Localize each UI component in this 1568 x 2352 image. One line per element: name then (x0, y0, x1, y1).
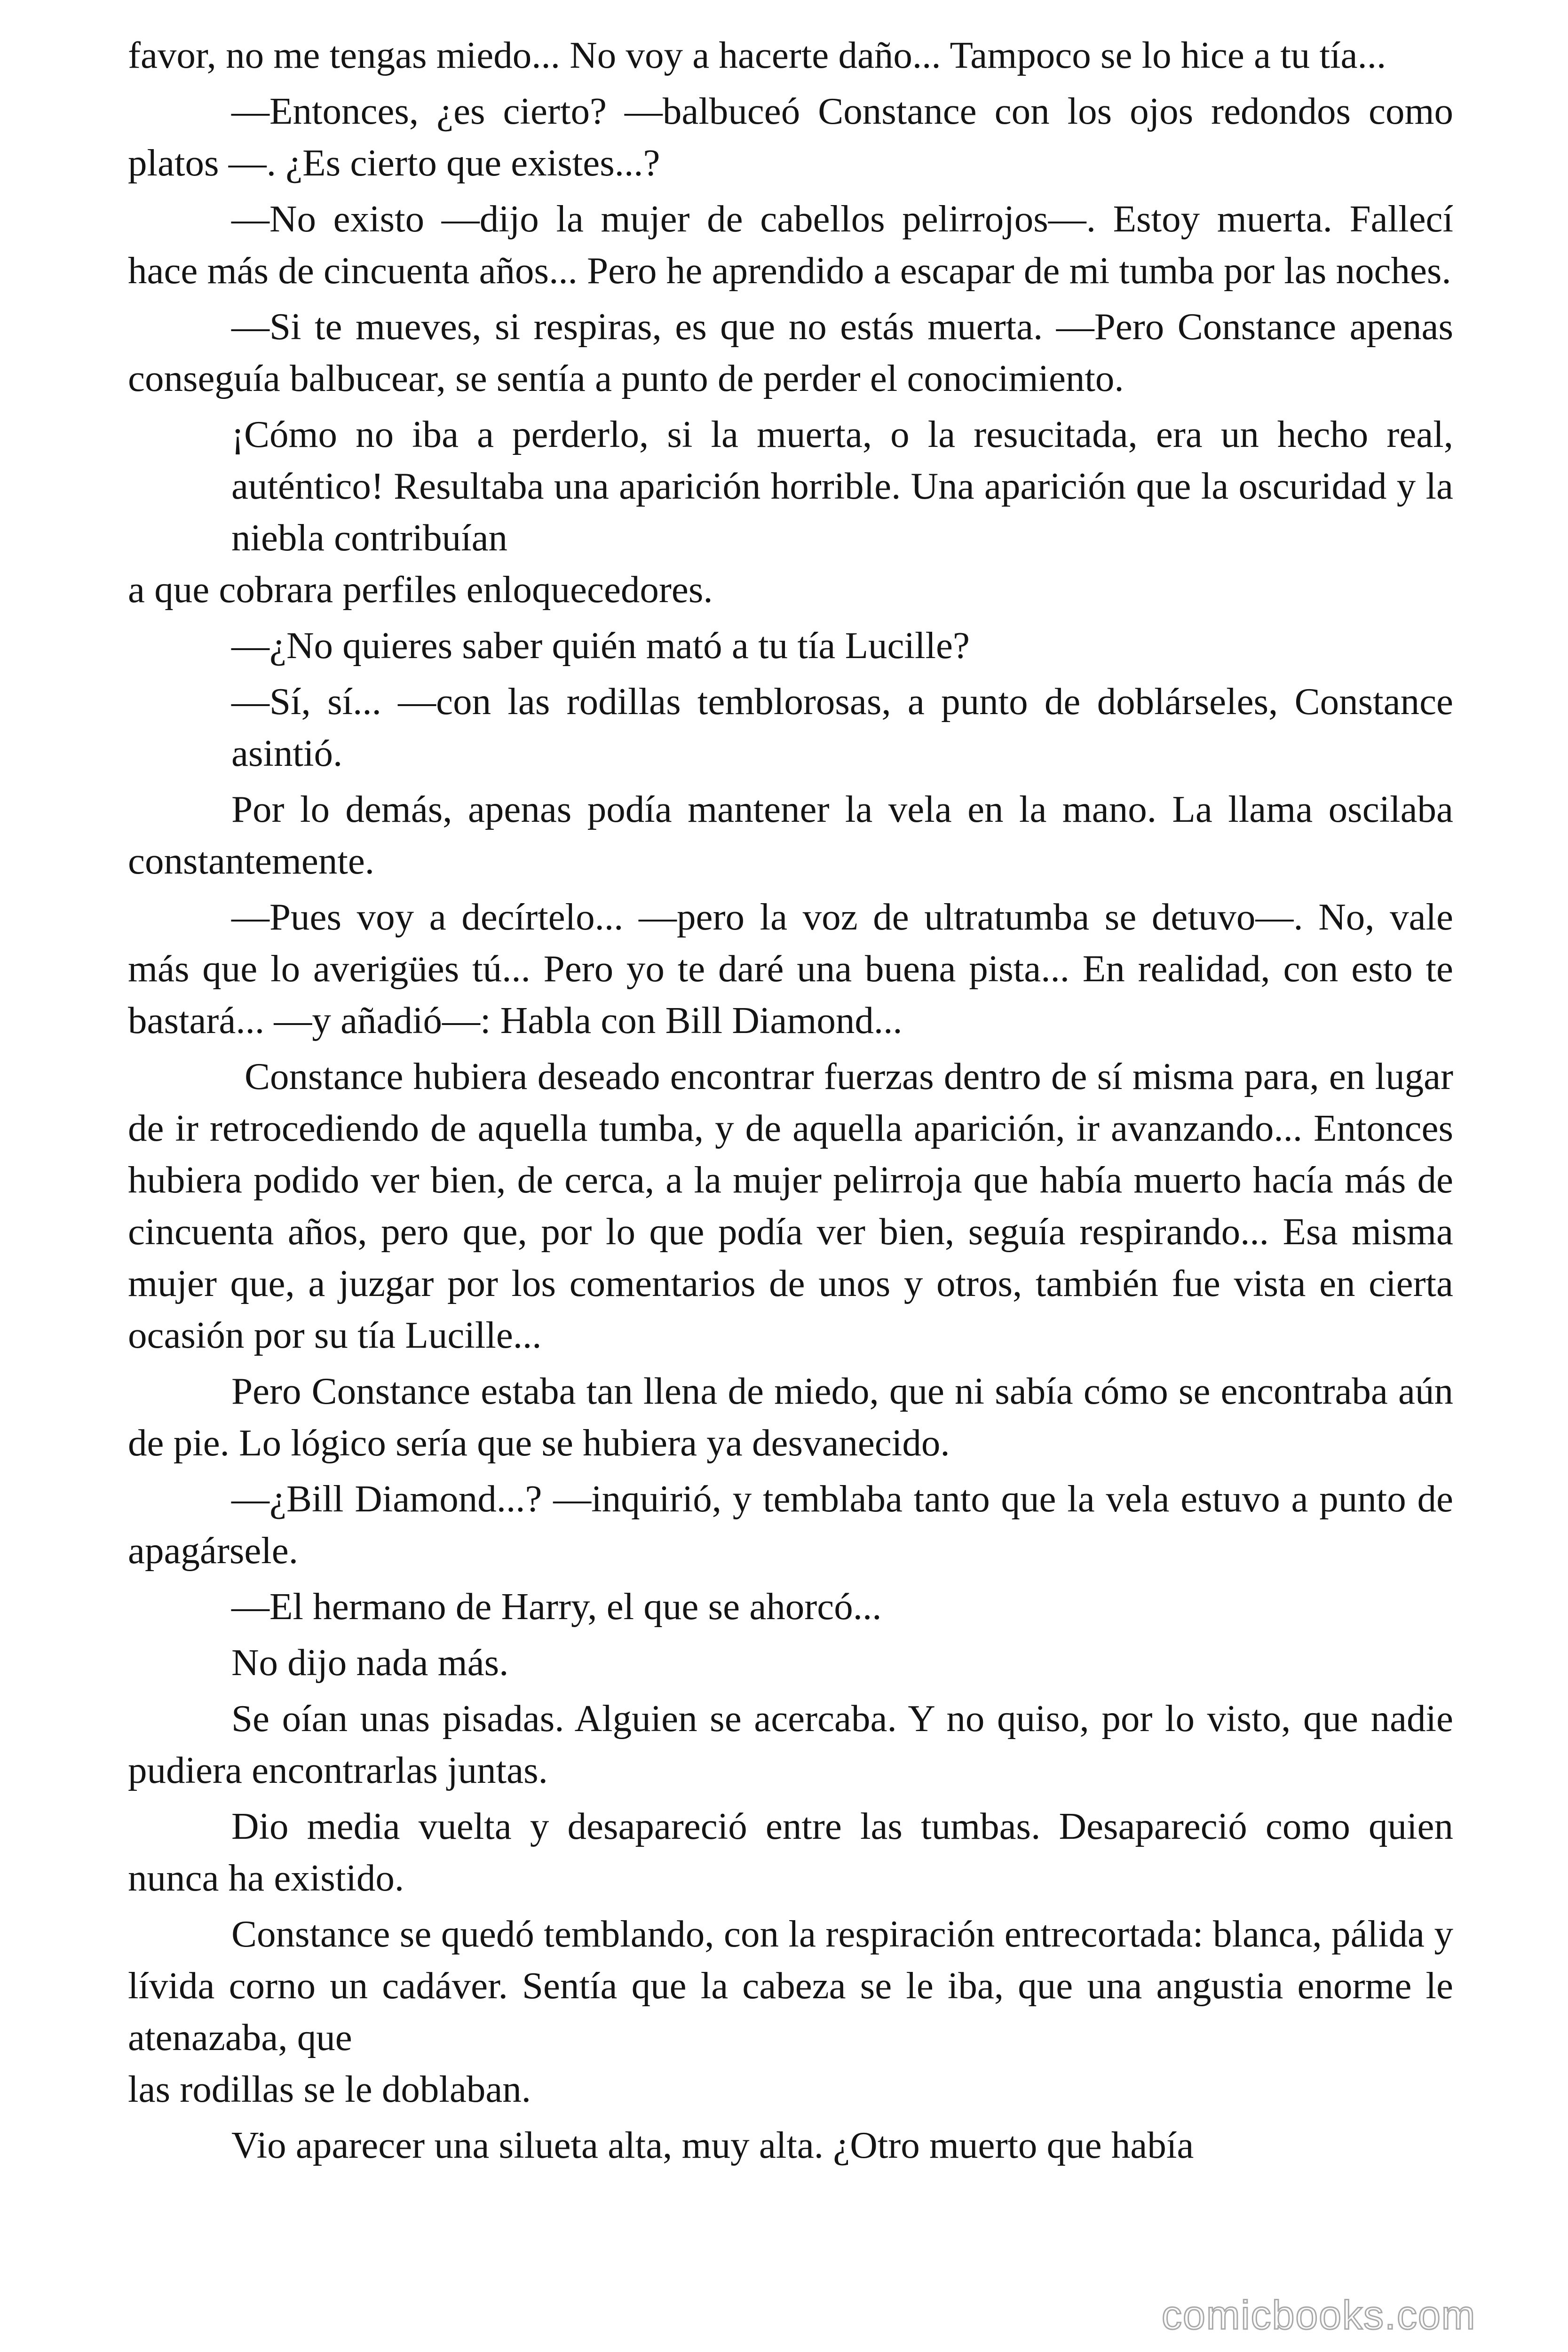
paragraph-9: Por lo demás, apenas podía mantener la vela en la mano. La llama oscilaba constantemente. (128, 788, 1453, 882)
paragraph-11: Constance hubiera deseado encontrar fuerzas dentro de sí misma para, en lugar de ir retrocediendo de aquella tumba, y de aquella aparición, ir avanzando... Entonces hubiera podido ver bien, de cerca, a la mujer pelirroja que había muerto hacía más de cincuenta años, pero que, por lo que podía ver bien, seguía respirando... Esa misma mujer que, a juzgar por los comentarios de unos y otros, también fue vista en cierta ocasión por su tía Lucille... (128, 1055, 1453, 1356)
paragraph-13: —¿Bill Diamond...? —inquirió, y temblaba tanto que la vela estuvo a punto de apagársele. (128, 1478, 1453, 1572)
paragraph-4: —Si te mueves, si respiras, es que no estás muerta. —Pero Constance apenas conseguía balbucear, se sentía a punto de perder el conocimiento. (128, 305, 1453, 399)
paragraph-8: —Sí, sí... —con las rodillas temblorosas, a punto de doblárseles, Constance asintió. (231, 680, 1453, 774)
paragraph-6: a que cobrara perfiles enloquecedores. (128, 568, 713, 611)
paragraph-15: No dijo nada más. (231, 1641, 509, 1684)
paragraph-18: Constance se quedó temblando, con la respiración entrecortada: blanca, pálida y lívida corno un cadáver. Sentía que la cabeza se le iba, que una angustia enorme le atenazaba, que (128, 1913, 1453, 2058)
paragraph-10: —Pues voy a decírtelo... —pero la voz de ultratumba se detuvo—. No, vale más que lo averigües tú... Pero yo te daré una buena pista... En realidad, con esto te bastará... —y añadió—: Habla con Bill Diamond... (128, 896, 1453, 1041)
paragraph-7: —¿No quieres saber quién mató a tu tía Lucille? (231, 624, 970, 667)
paragraph-16: Se oían unas pisadas. Alguien se acercaba. Y no quiso, por lo visto, que nadie pudiera encontrarlas juntas. (128, 1697, 1453, 1791)
paragraph-2: —Entonces, ¿es cierto? —balbuceó Constance con los ojos redondos como platos —. ¿Es cierto que existes...? (128, 90, 1453, 184)
paragraph-3: —No existo —dijo la mujer de cabellos pelirrojos—. Estoy muerta. Fallecí hace más de cincuenta años... Pero he aprendido a escapar de mi tumba por las noches. (128, 198, 1453, 292)
paragraph-1: favor, no me tengas miedo... No voy a hacerte daño... Tampoco se lo hice a tu tía... (128, 34, 1386, 76)
paragraph-17: Dio media vuelta y desapareció entre las tumbas. Desapareció como quien nunca ha existido. (128, 1805, 1453, 1899)
paragraph-14: —El hermano de Harry, el que se ahorcó... (231, 1585, 882, 1628)
paragraph-20: Vio aparecer una silueta alta, muy alta. ¿Otro muerto que había (231, 2124, 1194, 2166)
paragraph-5: ¡Cómo no iba a perderlo, si la muerta, o la resucitada, era un hecho real, auténtico! Resultaba una aparición horrible. Una aparición que la oscuridad y la niebla contribuían (231, 413, 1453, 559)
book-page (128, 29, 1453, 2171)
paragraph-19: las rodillas se le doblaban. (128, 2068, 531, 2110)
paragraph-12: Pero Constance estaba tan llena de miedo, que ni sabía cómo se encontraba aún de pie. Lo lógico sería que se hubiera ya desvanecido. (128, 1370, 1453, 1464)
watermark-logo: comicbooks.com (1162, 2293, 1476, 2338)
